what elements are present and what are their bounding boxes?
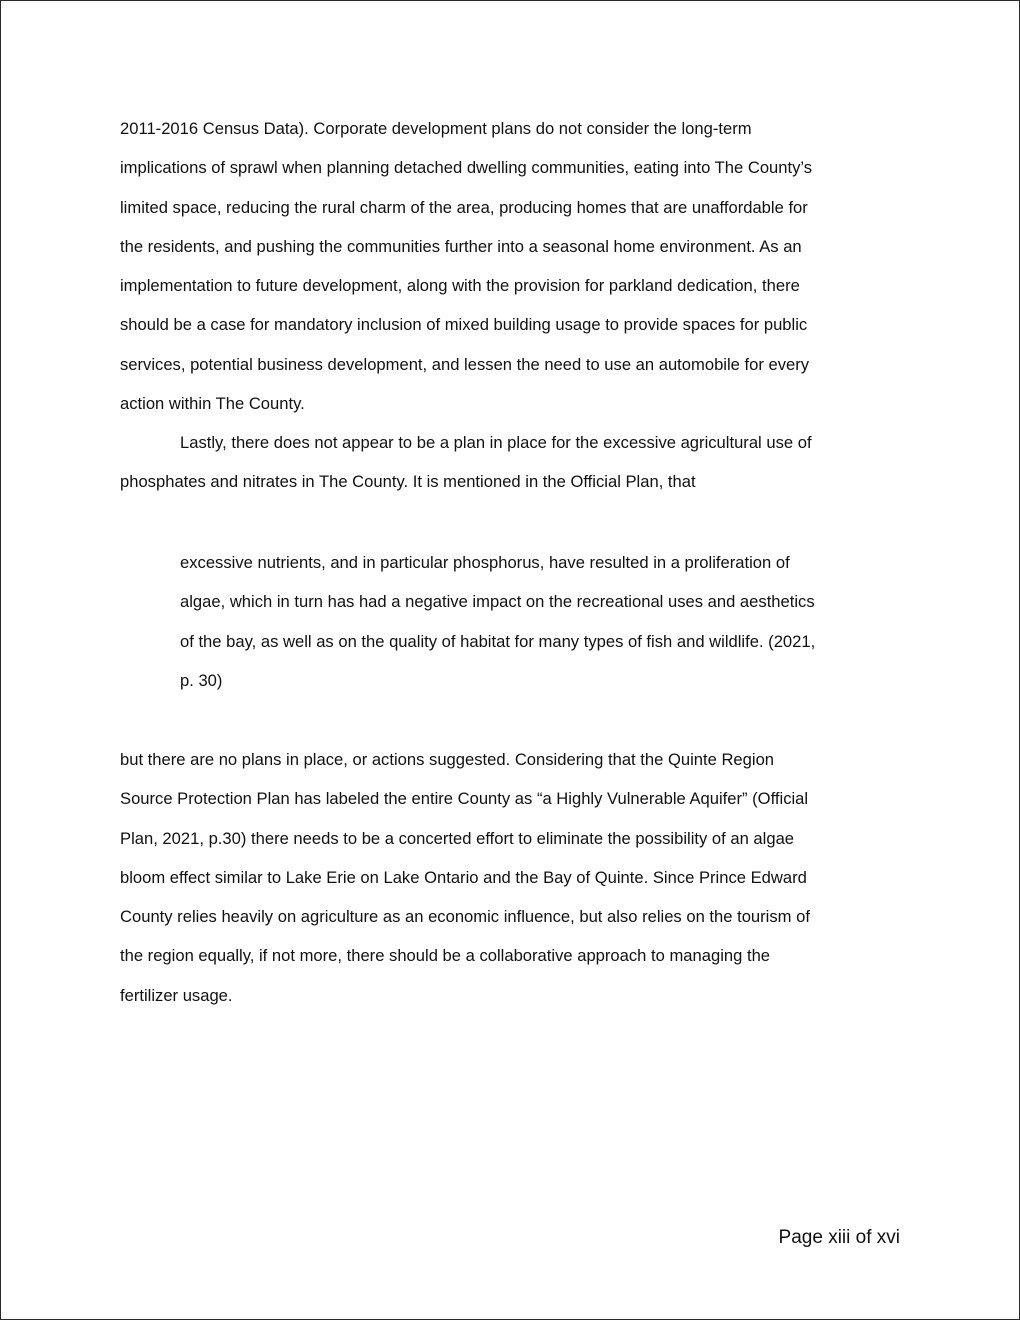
text-line: 2011-2016 Census Data). Corporate development plans do not consider the long-term: [120, 119, 752, 138]
text-line: action within The County.: [120, 394, 305, 414]
text-line: County relies heavily on agriculture as an economic influence, but also relies on the tourism of: [120, 907, 810, 927]
paragraph-no-plans: [120, 740, 910, 1015]
text-line: limited space, reducing the rural charm of the area, producing homes that are unaffordable for: [120, 197, 808, 217]
text-line: the region equally, if not more, there should be a collaborative approach to managing the: [120, 946, 771, 966]
page-number-footer: Page xiii of xvi: [778, 1227, 900, 1248]
text-line: bloom effect similar to Lake Erie on Lake Ontario and the Bay of Quinte. Since Prince Edward: [120, 867, 807, 887]
text-line: but there are no plans in place, or actions suggested. Considering that the Quinte Region: [120, 750, 775, 769]
text-line: Lastly, there does not appear to be a plan in place for the excessive agricultural use of: [180, 433, 812, 452]
text-line: fertilizer usage.: [120, 985, 233, 1005]
paragraph-phosphates: [120, 423, 910, 502]
quote-line: p. 30): [180, 670, 223, 690]
text-line: services, potential business development, and lessen the need to use an automobile for every: [120, 354, 810, 374]
block-quote-official-plan: [180, 543, 900, 700]
text-line: should be a case for mandatory inclusion of mixed building usage to provide spaces for public: [120, 315, 808, 335]
quote-line: excessive nutrients, and in particular phosphorus, have resulted in a proliferation of: [180, 553, 790, 572]
quote-line: algae, which in turn has had a negative impact on the recreational uses and aesthetics: [180, 592, 815, 612]
text-line: implications of sprawl when planning detached dwelling communities, eating into The County’s: [120, 158, 813, 178]
text-line: Plan, 2021, p.30) there needs to be a concerted effort to eliminate the possibility of an algae: [120, 828, 795, 848]
text-line: the residents, and pushing the communities further into a seasonal home environment. As an: [120, 236, 802, 256]
text-line: phosphates and nitrates in The County. It is mentioned in the Official Plan, that: [120, 472, 696, 492]
paragraph-sprawl: [120, 109, 910, 423]
text-line: implementation to future development, along with the provision for parkland dedication, there: [120, 276, 800, 296]
quote-line: of the bay, as well as on the quality of habitat for many types of fish and wildlife. (2021,: [180, 631, 816, 651]
text-line: Source Protection Plan has labeled the entire County as “a Highly Vulnerable Aquifer” (Official: [120, 789, 809, 809]
